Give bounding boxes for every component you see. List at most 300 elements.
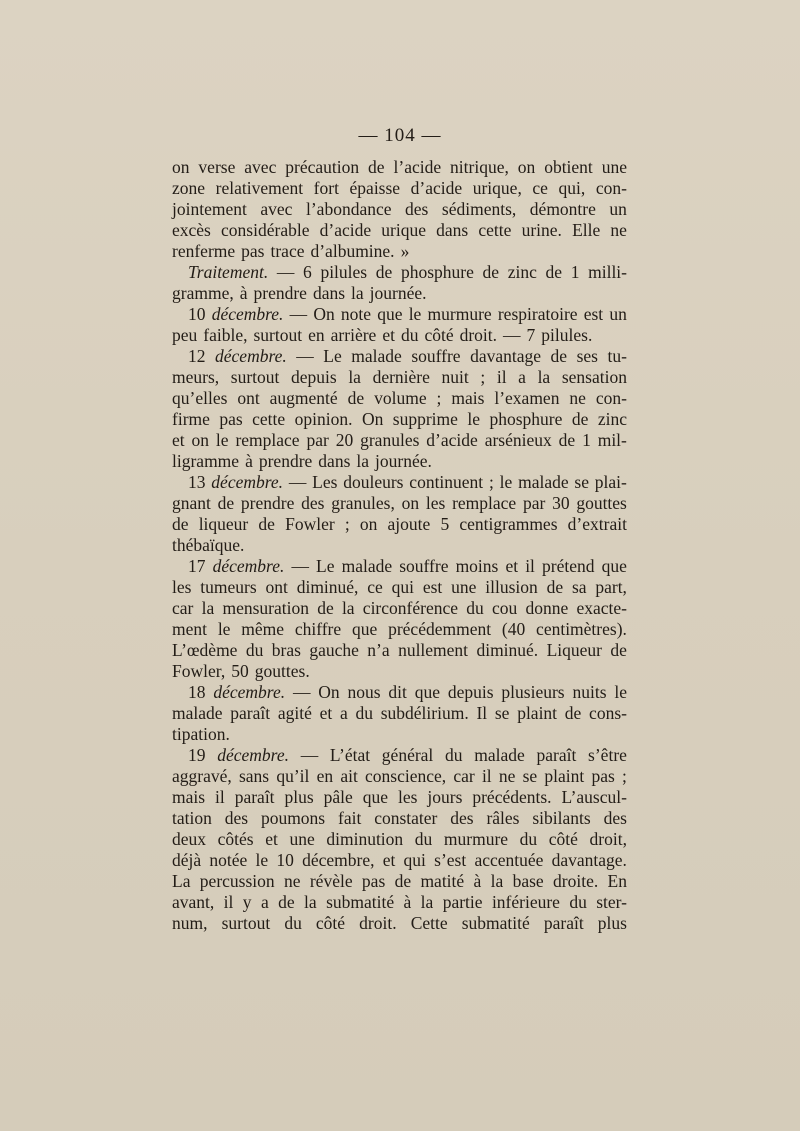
word: ; xyxy=(488,472,494,492)
word: du xyxy=(400,325,419,345)
word: 7 xyxy=(526,325,536,345)
word: côtés xyxy=(217,829,254,849)
word: accentuée xyxy=(474,850,544,870)
word: granules xyxy=(360,430,420,450)
word: — xyxy=(289,304,308,324)
word: peu xyxy=(172,325,198,345)
word: surtout xyxy=(230,367,280,387)
word: droit, xyxy=(589,829,627,849)
word: qui xyxy=(403,850,426,870)
text-line xyxy=(172,913,627,934)
word: de xyxy=(317,598,334,618)
word: la xyxy=(420,892,434,912)
word: num, xyxy=(172,913,208,933)
word: a xyxy=(518,367,526,387)
word: supprime xyxy=(392,409,458,429)
word: une xyxy=(451,577,477,597)
text-line xyxy=(172,745,627,766)
word: 1 xyxy=(570,262,580,282)
word: ; xyxy=(480,367,486,387)
word: malade xyxy=(474,745,525,765)
word: du xyxy=(245,640,264,660)
text-line xyxy=(172,766,627,787)
word: — xyxy=(276,262,295,282)
word: ait xyxy=(340,766,358,786)
word: cons- xyxy=(589,703,627,723)
word: mais xyxy=(172,787,206,807)
text-line xyxy=(172,157,627,178)
word: milli- xyxy=(588,262,627,282)
word: de xyxy=(482,262,500,282)
word: — xyxy=(291,556,309,576)
word: de xyxy=(550,346,568,366)
word: se xyxy=(574,472,589,492)
word: paraît xyxy=(234,787,275,807)
word: de xyxy=(564,703,582,723)
word: côté xyxy=(424,325,454,345)
text-line xyxy=(172,514,627,535)
word: inférieure xyxy=(491,892,560,912)
word: moins xyxy=(455,556,499,576)
word: des xyxy=(405,199,429,219)
word: urique xyxy=(381,220,426,240)
word: le xyxy=(614,682,627,702)
word: ; xyxy=(436,388,442,408)
word: malade xyxy=(518,472,569,492)
word: avec xyxy=(260,199,293,219)
word: s’être xyxy=(588,745,627,765)
word: ajoute xyxy=(387,514,431,534)
text-line xyxy=(172,850,627,871)
text-line xyxy=(172,682,627,703)
word: sensation xyxy=(561,367,627,387)
word: un xyxy=(609,304,627,324)
word: de xyxy=(172,514,189,534)
word: de xyxy=(394,871,412,891)
word: une xyxy=(289,829,315,849)
word: 1 xyxy=(582,430,591,450)
word: est xyxy=(422,577,443,597)
word: fort xyxy=(313,178,339,198)
word: journée. xyxy=(375,451,432,471)
word: on xyxy=(359,514,378,534)
date-heading: Traitement. xyxy=(188,262,269,282)
word: d’albumine. xyxy=(310,241,395,261)
word: du xyxy=(466,598,484,618)
word: côté xyxy=(315,913,346,933)
word: ses xyxy=(576,346,598,366)
word: pas xyxy=(219,409,243,429)
word: — xyxy=(503,325,521,345)
word: tation xyxy=(172,808,212,828)
word: 10 xyxy=(276,850,294,870)
word: diminué, xyxy=(296,577,359,597)
text-line xyxy=(172,241,627,262)
word: prendre xyxy=(253,283,307,303)
text-line xyxy=(172,787,627,808)
word: la xyxy=(304,892,317,912)
word: en xyxy=(316,766,334,786)
word: déjà xyxy=(172,850,202,870)
word: Liqueur xyxy=(546,640,602,660)
word: pâle xyxy=(323,787,353,807)
word: de xyxy=(546,577,564,597)
word: 6 xyxy=(303,262,312,282)
word: le xyxy=(215,430,229,450)
word: ster- xyxy=(596,892,627,912)
date-heading: décembre. xyxy=(212,556,285,576)
word: du xyxy=(445,745,463,765)
word: L’auscul- xyxy=(561,787,627,807)
word: dans xyxy=(436,220,469,240)
word: tu- xyxy=(607,346,627,366)
word: plaint xyxy=(544,766,585,786)
word: de xyxy=(368,157,385,177)
word: bras xyxy=(271,640,301,660)
text-line xyxy=(172,556,627,577)
word: percussion xyxy=(199,871,275,891)
word: du xyxy=(355,703,373,723)
word: de xyxy=(558,430,576,450)
word: con- xyxy=(595,178,627,198)
word: illusion xyxy=(485,577,538,597)
text-line xyxy=(172,430,627,451)
word: car xyxy=(172,598,194,618)
word: En xyxy=(607,871,627,891)
word: surtout xyxy=(253,325,303,345)
word: gnant xyxy=(172,493,211,513)
word: gouttes xyxy=(576,493,627,513)
word: diminution xyxy=(326,829,404,849)
word: s’est xyxy=(434,850,467,870)
word: chiffre xyxy=(294,619,342,639)
word: trace xyxy=(270,241,305,261)
word: révèle xyxy=(309,871,353,891)
word: à xyxy=(473,871,482,891)
text-line xyxy=(172,808,627,829)
word: le xyxy=(467,409,481,429)
word: et xyxy=(382,325,395,345)
word: donne xyxy=(525,598,569,618)
word: gramme, xyxy=(172,283,234,303)
word: la xyxy=(356,451,370,471)
word: centigrammes xyxy=(459,514,558,534)
word: 5 xyxy=(440,514,450,534)
word: agité xyxy=(277,703,312,723)
word: considérable xyxy=(221,220,310,240)
date-number: 18 xyxy=(188,682,206,702)
word: du xyxy=(519,829,538,849)
word: a xyxy=(260,892,269,912)
date-heading: décembre. xyxy=(213,682,286,702)
word: arrière xyxy=(330,325,377,345)
text-line xyxy=(172,388,627,409)
word: Le xyxy=(323,346,342,366)
word: se xyxy=(494,703,510,723)
word: zone xyxy=(172,178,206,198)
word: cette xyxy=(252,409,286,429)
word: murmure xyxy=(443,829,509,849)
word: et xyxy=(172,430,185,450)
word: murmure xyxy=(427,304,492,324)
text-line xyxy=(172,409,627,430)
word: ligramme xyxy=(172,451,240,471)
word: dit xyxy=(388,682,407,702)
word: plus xyxy=(597,913,627,933)
word: mais xyxy=(451,388,485,408)
word: nitrique, xyxy=(450,157,509,177)
text-line xyxy=(172,220,627,241)
word: du xyxy=(569,892,587,912)
word: opinion. xyxy=(294,409,353,429)
word: ; xyxy=(621,766,627,786)
word: meurs, xyxy=(172,367,220,387)
word: la xyxy=(341,598,355,618)
word: malade xyxy=(351,346,402,366)
word: submatité xyxy=(326,892,395,912)
word: la xyxy=(351,283,364,303)
word: de xyxy=(278,892,295,912)
word: exacte- xyxy=(576,598,627,618)
word: sédiments, xyxy=(441,199,517,219)
word: depuis xyxy=(447,682,494,702)
word: des xyxy=(450,808,474,828)
word: du xyxy=(414,829,433,849)
word: des xyxy=(603,808,627,828)
word: con- xyxy=(595,388,627,408)
word: tumeurs xyxy=(200,577,257,597)
word: obtient xyxy=(544,157,593,177)
word: précaution xyxy=(285,157,360,177)
text-line xyxy=(172,283,627,304)
word: submatité xyxy=(461,913,530,933)
word: est xyxy=(583,304,604,324)
word: constater xyxy=(374,808,438,828)
word: sibilants xyxy=(532,808,591,828)
word: de xyxy=(258,514,275,534)
word: Les xyxy=(312,472,338,492)
text-line xyxy=(172,346,627,367)
word: l’examen xyxy=(494,388,560,408)
text-line xyxy=(172,535,627,556)
word: le xyxy=(408,304,422,324)
word: phosphure xyxy=(400,262,474,282)
word: matité xyxy=(420,871,465,891)
word: ce xyxy=(367,577,383,597)
text-line xyxy=(172,598,627,619)
word: L’état xyxy=(329,745,371,765)
word: que xyxy=(351,619,378,639)
word: Le xyxy=(316,556,335,576)
text-line xyxy=(172,472,627,493)
word: et xyxy=(505,556,519,576)
word: volume xyxy=(374,388,427,408)
word: fait xyxy=(338,808,362,828)
word: renferme xyxy=(172,241,236,261)
word: granules, xyxy=(331,493,395,513)
word: qui xyxy=(391,577,415,597)
word: plai- xyxy=(594,472,627,492)
date-heading: décembre. xyxy=(217,745,289,765)
word: 50 xyxy=(231,661,249,681)
text-line xyxy=(172,871,627,892)
word: continuent xyxy=(409,472,484,492)
word: davantage. xyxy=(551,850,627,870)
word: général xyxy=(381,745,434,765)
text-line xyxy=(172,829,627,850)
word: base xyxy=(512,871,544,891)
word: L’œdème xyxy=(172,640,238,660)
word: excès xyxy=(172,220,211,240)
text-line xyxy=(172,703,627,724)
word: cou xyxy=(491,598,518,618)
word: — xyxy=(296,346,314,366)
word: de xyxy=(610,640,627,660)
word: il xyxy=(223,892,234,912)
word: la xyxy=(348,367,361,387)
word: aggravé, xyxy=(172,766,232,786)
word: nuits xyxy=(572,682,607,702)
word: ne xyxy=(283,871,301,891)
word: il xyxy=(481,766,492,786)
word: l’abondance xyxy=(305,199,392,219)
word: la xyxy=(490,871,504,891)
date-heading: décembre. xyxy=(215,346,287,366)
word: ment xyxy=(172,619,207,639)
word: gouttes. xyxy=(254,661,310,681)
word: les xyxy=(425,493,446,513)
word: arsénieux xyxy=(484,430,552,450)
word: firme xyxy=(172,409,210,429)
word: urique, xyxy=(472,178,522,198)
word: le xyxy=(255,850,269,870)
word: l’acide xyxy=(393,157,442,177)
word: à xyxy=(239,283,248,303)
word: gauche xyxy=(309,640,359,660)
word: par xyxy=(306,430,329,450)
word: remplace xyxy=(235,430,300,450)
word: que xyxy=(362,787,389,807)
word: que xyxy=(601,556,627,576)
word: verse xyxy=(198,157,236,177)
date-number: 17 xyxy=(188,556,206,576)
word: on xyxy=(172,157,190,177)
word: 20 xyxy=(335,430,354,450)
word: on xyxy=(401,493,420,513)
word: ; xyxy=(344,514,350,534)
word: de xyxy=(375,262,393,282)
word: liqueur xyxy=(198,514,249,534)
body-text xyxy=(172,157,627,934)
word: phosphure xyxy=(489,409,563,429)
word: sans xyxy=(238,766,270,786)
word: urine. xyxy=(521,220,562,240)
word: le xyxy=(217,619,231,639)
word: décembre, xyxy=(302,850,375,870)
text-line xyxy=(172,451,627,472)
word: il xyxy=(496,367,507,387)
word: le xyxy=(499,472,513,492)
word: pilules. xyxy=(541,325,593,345)
word: plusieurs xyxy=(501,682,565,702)
word: qu’il xyxy=(276,766,310,786)
word: souffre xyxy=(411,346,461,366)
date-number: 12 xyxy=(188,346,206,366)
word: — xyxy=(292,682,311,702)
word: partie xyxy=(442,892,483,912)
word: nuit xyxy=(441,367,469,387)
word: ne xyxy=(498,766,516,786)
word: augmenté xyxy=(269,388,338,408)
word: de xyxy=(571,409,589,429)
word: côté xyxy=(548,829,578,849)
word: jours xyxy=(427,787,463,807)
word: conscience, xyxy=(365,766,447,786)
word: douleurs xyxy=(343,472,404,492)
word: râles xyxy=(486,808,520,828)
word: précédents. xyxy=(472,787,552,807)
word: — xyxy=(288,472,307,492)
word: qu’elles xyxy=(172,388,228,408)
word: (40 xyxy=(501,619,526,639)
word: nullement xyxy=(398,640,469,660)
word: mil- xyxy=(597,430,627,450)
word: de xyxy=(545,262,563,282)
word: les xyxy=(397,787,418,807)
word: à xyxy=(403,892,412,912)
word: droit. xyxy=(359,913,397,933)
word: une xyxy=(601,157,627,177)
text-line xyxy=(172,619,627,640)
text-line xyxy=(172,640,627,661)
word: droit. xyxy=(459,325,498,345)
word: la xyxy=(537,367,551,387)
word: relativement xyxy=(215,178,304,198)
word: il xyxy=(215,787,225,807)
word: se xyxy=(522,766,538,786)
text-line xyxy=(172,724,627,745)
word: pas xyxy=(241,241,265,261)
word: — xyxy=(300,745,319,765)
word: prendre xyxy=(258,451,313,471)
word: du xyxy=(284,913,302,933)
word: Fowler, xyxy=(172,661,226,681)
word: depuis xyxy=(291,367,337,387)
word: de xyxy=(347,388,365,408)
word: sa xyxy=(571,577,587,597)
word: mensuration xyxy=(222,598,309,618)
word: d’extrait xyxy=(567,514,627,534)
word: démontre xyxy=(529,199,596,219)
word: que xyxy=(377,304,403,324)
word: dans xyxy=(312,283,346,303)
word: en xyxy=(308,325,325,345)
word: ne xyxy=(610,220,627,240)
date-number: 10 xyxy=(188,304,206,324)
word: zinc xyxy=(507,262,537,282)
word: remplace xyxy=(452,493,517,513)
word: ne xyxy=(569,388,586,408)
word: même xyxy=(241,619,285,639)
page-number: — 104 — xyxy=(358,125,442,146)
word: On xyxy=(318,682,340,702)
word: par xyxy=(522,493,546,513)
word: malade xyxy=(341,556,393,576)
word: des xyxy=(224,808,249,828)
word: la xyxy=(201,598,215,618)
text-line xyxy=(172,892,627,913)
word: on xyxy=(517,157,536,177)
